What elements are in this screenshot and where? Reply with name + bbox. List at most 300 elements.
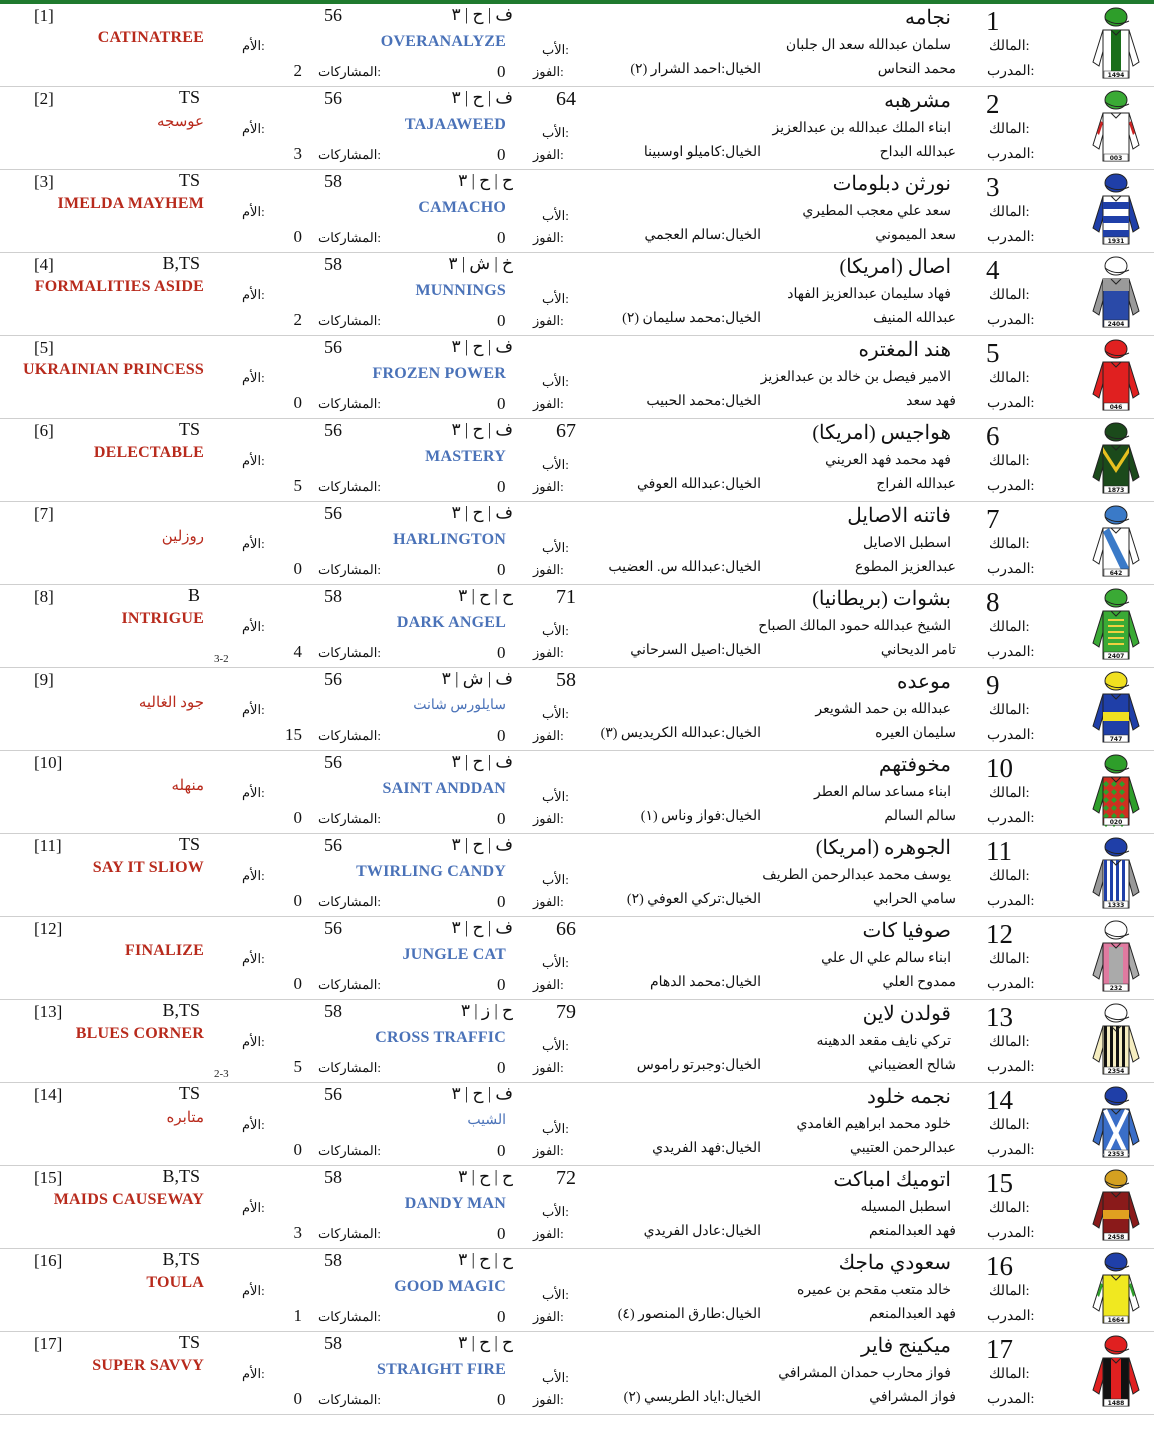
svg-text:1873: 1873 [1107, 487, 1125, 494]
jockey[interactable]: الخيال:احمد الشرار (٢) [630, 62, 761, 77]
starts-label: المشاركات: [318, 728, 381, 743]
trainer-name: عبدالعزيز المطوع [854, 560, 956, 575]
sire-label: الأب: [542, 208, 569, 223]
draw-number: [3] [34, 172, 54, 191]
horse-row[interactable] [0, 917, 1154, 1000]
draw-number: [16] [34, 1251, 63, 1270]
starts-label: المشاركات: [318, 230, 381, 245]
horse-age-sex-color: ف | ح | ٣ [451, 918, 513, 937]
svg-text:046: 046 [1109, 404, 1123, 411]
sire-label: الأب: [542, 374, 569, 389]
trainer-label: المدرب: [987, 562, 1035, 577]
starts-label: المشاركات: [318, 1309, 381, 1324]
horse-name[interactable]: هند المغتره [858, 339, 951, 361]
sire-name: CROSS TRAFFIC [375, 1029, 506, 1046]
draw-number: [7] [34, 504, 54, 523]
equipment: B [187, 585, 200, 605]
weight: 56 [324, 752, 342, 772]
svg-text:747: 747 [1109, 736, 1123, 743]
owner-label: المالك: [989, 537, 1030, 552]
weight: 58 [324, 1250, 342, 1270]
horse-name[interactable]: اصال (امريكا) [839, 256, 951, 278]
weight: 56 [324, 1084, 342, 1104]
draw-number: [14] [34, 1085, 63, 1104]
horse-row[interactable] [0, 585, 1154, 668]
horse-name[interactable]: قولدن لاين [862, 1003, 951, 1025]
rating: 72 [556, 1167, 576, 1189]
horse-row[interactable] [0, 336, 1154, 419]
wins-count: 0 [497, 62, 506, 81]
sire-label: الأب: [542, 42, 569, 57]
horse-name[interactable]: صوفيا كات [862, 920, 951, 942]
horse-number: 1 [986, 6, 1000, 36]
jockey-silks-icon [1089, 668, 1143, 748]
horse-row[interactable] [0, 668, 1154, 751]
horse-age-sex-color: ف | ح | ٣ [451, 1084, 513, 1103]
dam-name: SUPER SAVVY [92, 1357, 204, 1374]
horse-number: 7 [986, 504, 1000, 534]
horse-age-sex-color: ف | ح | ٣ [451, 503, 513, 522]
owner-label: المالك: [989, 1284, 1030, 1299]
sire-name: FROZEN POWER [372, 365, 506, 382]
starts-label: المشاركات: [318, 64, 381, 79]
jockey[interactable]: الخيال:وجبرتو راموس [636, 1058, 761, 1073]
horse-name[interactable]: هواجيس (امريكا) [812, 422, 951, 444]
dam-label: الأم: [242, 785, 265, 800]
trainer-label: المدرب: [987, 479, 1035, 494]
owner-label: المالك: [989, 952, 1030, 967]
starts-count: 1 [293, 1306, 302, 1325]
sire-label: الأب: [542, 1121, 569, 1136]
owner-label: المالك: [989, 39, 1030, 54]
sire-name: JUNGLE CAT [402, 946, 506, 963]
trainer-label: المدرب: [987, 313, 1035, 328]
dam-label: الأم: [242, 453, 265, 468]
sire-label: الأب: [542, 1287, 569, 1302]
owner-label: المالك: [989, 371, 1030, 386]
owner-label: المالك: [989, 1035, 1030, 1050]
wins-label: الفوز: [533, 894, 564, 909]
starts-label: المشاركات: [318, 1143, 381, 1158]
owner-name: الشيخ عبدالله حمود المالك الصباح [758, 619, 951, 634]
draw-number: [2] [34, 89, 54, 108]
equipment: B,TS [162, 1000, 200, 1020]
starts-count: 0 [293, 808, 302, 827]
svg-text:1488: 1488 [1107, 1400, 1125, 1407]
dam-label: الأم: [242, 38, 265, 53]
jockey-silks-icon [1089, 1249, 1143, 1329]
starts-count: 0 [293, 974, 302, 993]
owner-name: فهد محمد فهد العريني [825, 453, 951, 468]
weight: 56 [324, 669, 342, 689]
jockey[interactable]: الخيال:محمد الدهام [649, 975, 761, 990]
horse-number: 6 [986, 421, 1000, 451]
sire-name: GOOD MAGIC [394, 1278, 506, 1295]
horse-name[interactable]: فاتنه الاصايل [847, 505, 951, 527]
svg-text:642: 642 [1109, 570, 1123, 577]
jockey-silks-icon [1089, 87, 1143, 167]
wins-count: 0 [497, 477, 506, 496]
jockey[interactable]: الخيال:عادل الفريدي [643, 1224, 761, 1239]
trainer-name: فهد العبدالمنعم [868, 1307, 956, 1322]
trainer-label: المدرب: [987, 728, 1035, 743]
svg-text:2407: 2407 [1107, 653, 1125, 660]
svg-text:020: 020 [1109, 819, 1123, 826]
svg-text:232: 232 [1109, 985, 1123, 992]
sire-name: DANDY MAN [404, 1195, 506, 1212]
dam-label: الأم: [242, 1366, 265, 1381]
jockey[interactable]: الخيال:عبدالله الكريديس (٣) [600, 726, 761, 741]
horse-age-sex-color: ف | ح | ٣ [451, 88, 513, 107]
dam-label: الأم: [242, 121, 265, 136]
jockey[interactable]: الخيال:فهد الفريدي [652, 1141, 761, 1156]
jockey[interactable]: الخيال:اياد الطريسي (٢) [623, 1390, 761, 1405]
draw-number: [11] [34, 836, 62, 855]
dam-name: TOULA [146, 1274, 204, 1291]
horse-name[interactable]: ميكينج فاير [860, 1335, 951, 1357]
dam-name: MAIDS CAUSEWAY [53, 1191, 204, 1208]
dam-name: جود الغاليه [138, 695, 204, 711]
dam-name: SAY IT SLIOW [92, 859, 204, 876]
svg-text:2354: 2354 [1107, 1068, 1125, 1075]
rating: 66 [556, 918, 576, 940]
jockey-silks-icon [1089, 585, 1143, 665]
sire-label: الأب: [542, 789, 569, 804]
starts-count: 0 [293, 559, 302, 578]
draw-number: [6] [34, 421, 54, 440]
owner-name: خلود محمد ابراهيم الغامدي [796, 1117, 951, 1132]
jockey[interactable]: الخيال:تركي العوفي (٢) [626, 892, 761, 907]
weight: 58 [324, 254, 342, 274]
trainer-label: المدرب: [987, 1392, 1035, 1407]
jockey[interactable]: الخيال:طارق المنصور (٤) [617, 1307, 761, 1322]
dam-label: الأم: [242, 868, 265, 883]
starts-count: 0 [293, 1389, 302, 1408]
sire-label: الأب: [542, 872, 569, 887]
horse-age-sex-color: ف | ح | ٣ [451, 5, 513, 24]
draw-number: [17] [34, 1334, 63, 1353]
wins-label: الفوز: [533, 1143, 564, 1158]
equipment: TS [178, 1083, 200, 1103]
horse-number: 10 [986, 753, 1013, 783]
dam-label: الأم: [242, 536, 265, 551]
dam-name: DELECTABLE [93, 444, 204, 461]
sire-label: الأب: [542, 125, 569, 140]
rating: 71 [556, 586, 576, 608]
starts-label: المشاركات: [318, 1060, 381, 1075]
trainer-name: عبدالرحمن العتيبي [850, 1141, 956, 1156]
horse-row[interactable] [0, 1083, 1154, 1166]
weight: 58 [324, 1167, 342, 1187]
horse-name[interactable]: موعده [897, 671, 951, 693]
horse-name[interactable]: اتوميك امباكت [833, 1169, 951, 1191]
svg-text:1931: 1931 [1107, 238, 1125, 245]
dam-label: الأم: [242, 619, 265, 634]
horse-name[interactable]: نجمه خلود [867, 1086, 951, 1108]
wins-count: 0 [497, 1141, 506, 1160]
dam-name: CATINATREE [97, 29, 204, 46]
wins-label: الفوز: [533, 645, 564, 660]
horse-name[interactable]: الجوهره (امريكا) [815, 837, 951, 859]
horse-row[interactable] [0, 419, 1154, 502]
weight: 58 [324, 1333, 342, 1353]
sire-name: TWIRLING CANDY [356, 863, 506, 880]
draw-number: [13] [34, 1002, 63, 1021]
trainer-name: شالح العضيباني [867, 1058, 956, 1073]
horse-number: 14 [986, 1085, 1013, 1115]
horse-number: 2 [986, 89, 1000, 119]
horse-age-sex-color: ح | ح | ٣ [458, 171, 513, 190]
weight: 56 [324, 420, 342, 440]
dam-name: منهله [171, 778, 204, 794]
dam-name: عوسجه [157, 114, 204, 130]
owner-name: ابناء الملك عبدالله بن عبدالعزيز [772, 121, 951, 136]
starts-label: المشاركات: [318, 1226, 381, 1241]
horse-age-sex-color: ف | ش | ٣ [441, 669, 513, 688]
horse-name[interactable]: بشوات (بريطانيا) [812, 588, 951, 610]
wins-label: الفوز: [533, 230, 564, 245]
horse-name[interactable]: سعودي ماجك [838, 1252, 951, 1274]
horse-name[interactable]: نورثن دبلومات [832, 173, 951, 195]
horse-age-sex-color: ف | ح | ٣ [451, 835, 513, 854]
owner-name: الامير فيصل بن خالد بن عبدالعزيز [760, 370, 951, 385]
owner-name: عبدالله بن حمد الشويعر [815, 702, 951, 717]
equipment: TS [178, 834, 200, 854]
wins-label: الفوز: [533, 313, 564, 328]
wins-label: الفوز: [533, 64, 564, 79]
dam-name: متابره [166, 1110, 204, 1126]
starts-label: المشاركات: [318, 147, 381, 162]
dam-name: روزلين [161, 529, 204, 545]
jockey-silks-icon [1089, 419, 1143, 499]
owner-label: المالك: [989, 703, 1030, 718]
wins-count: 0 [497, 145, 506, 164]
wins-label: الفوز: [533, 396, 564, 411]
owner-label: المالك: [989, 122, 1030, 137]
dam-label: الأم: [242, 951, 265, 966]
horse-number: 9 [986, 670, 1000, 700]
horse-number: 17 [986, 1334, 1013, 1364]
horse-age-sex-color: ح | ح | ٣ [458, 1167, 513, 1186]
owner-name: اسطبل المسيله [860, 1200, 951, 1215]
weight: 56 [324, 88, 342, 108]
jockey[interactable]: الخيال:سالم العجمي [644, 228, 761, 243]
jockey-silks-icon [1089, 917, 1143, 997]
wins-count: 0 [497, 892, 506, 911]
sire-label: الأب: [542, 623, 569, 638]
horse-age-sex-color: ف | ح | ٣ [451, 420, 513, 439]
horse-row[interactable] [0, 253, 1154, 336]
sire-name: MUNNINGS [415, 282, 506, 299]
jockey[interactable]: الخيال:كاميلو اوسبينا [643, 145, 761, 160]
dam-name: INTRIGUE [121, 610, 204, 627]
trainer-label: المدرب: [987, 396, 1035, 411]
trainer-name: فواز المشرافي [869, 1390, 956, 1405]
trainer-label: المدرب: [987, 64, 1035, 79]
horse-age-sex-color: ح | ح | ٣ [458, 1333, 513, 1352]
horse-row[interactable] [0, 1166, 1154, 1249]
trainer-label: المدرب: [987, 147, 1035, 162]
horse-row[interactable] [0, 751, 1154, 834]
horse-name[interactable]: نجامه [904, 7, 951, 29]
draw-number: [9] [34, 670, 54, 689]
owner-name: سعد علي معجب المطيري [802, 204, 951, 219]
starts-count: 2 [293, 61, 302, 80]
weight: 58 [324, 171, 342, 191]
starts-count: 4 [293, 642, 302, 661]
starts-count: 3 [293, 144, 302, 163]
jockey[interactable]: الخيال:عبدالله س. العضيب [608, 560, 761, 575]
race-card [0, 4, 1154, 1415]
dam-name: UKRAINIAN PRINCESS [23, 361, 204, 378]
owner-label: المالك: [989, 786, 1030, 801]
sire-name: CAMACHO [418, 199, 506, 216]
trainer-name: محمد النحاس [877, 62, 956, 77]
sire-name: SAINT ANDDAN [382, 780, 506, 797]
trainer-label: المدرب: [987, 1226, 1035, 1241]
trainer-name: سعد الميموني [875, 228, 956, 243]
horse-row[interactable] [0, 502, 1154, 585]
draw-number: [1] [34, 6, 54, 25]
equipment: TS [178, 170, 200, 190]
owner-label: المالك: [989, 288, 1030, 303]
owner-label: المالك: [989, 205, 1030, 220]
owner-label: المالك: [989, 1367, 1030, 1382]
trainer-label: المدرب: [987, 1143, 1035, 1158]
dam-label: الأم: [242, 1117, 265, 1132]
starts-count: 5 [293, 476, 302, 495]
sire-label: الأب: [542, 457, 569, 472]
horse-name[interactable]: مخوفتهم [878, 754, 951, 776]
wins-count: 0 [497, 560, 506, 579]
dam-label: الأم: [242, 1034, 265, 1049]
draw-number: [8] [34, 587, 54, 606]
sire-name: DARK ANGEL [396, 614, 506, 631]
sire-label: الأب: [542, 291, 569, 306]
owner-label: المالك: [989, 620, 1030, 635]
wins-count: 0 [497, 809, 506, 828]
owner-label: المالك: [989, 869, 1030, 884]
horse-number: 4 [986, 255, 1000, 285]
svg-text:2404: 2404 [1107, 321, 1125, 328]
draw-number: [10] [34, 753, 63, 772]
jockey[interactable]: الخيال:فواز وناس (١) [640, 809, 761, 824]
equipment: B,TS [162, 1166, 200, 1186]
form-figures: 2-3 [214, 1068, 229, 1080]
wins-label: الفوز: [533, 479, 564, 494]
horse-number: 15 [986, 1168, 1013, 1198]
dam-name: FORMALITIES ASIDE [34, 278, 204, 295]
starts-count: 0 [293, 1140, 302, 1159]
rating: 79 [556, 1001, 576, 1023]
wins-count: 0 [497, 1390, 506, 1409]
wins-label: الفوز: [533, 562, 564, 577]
sire-name: MASTERY [425, 448, 506, 465]
dam-label: الأم: [242, 1200, 265, 1215]
horse-number: 13 [986, 1002, 1013, 1032]
jockey-silks-icon [1089, 1166, 1143, 1246]
wins-count: 0 [497, 394, 506, 413]
rating: 58 [556, 669, 576, 691]
jockey-silks-icon [1089, 336, 1143, 416]
jockey[interactable]: الخيال:محمد الحبيب [646, 394, 761, 409]
starts-label: المشاركات: [318, 479, 381, 494]
jockey-silks-icon [1089, 502, 1143, 582]
dam-name: FINALIZE [125, 942, 204, 959]
starts-count: 0 [293, 891, 302, 910]
horse-row[interactable] [0, 4, 1154, 87]
horse-number: 16 [986, 1251, 1013, 1281]
jockey[interactable]: الخيال:اصيل السرحاني [630, 643, 761, 658]
svg-text:1494: 1494 [1107, 72, 1125, 79]
jockey[interactable]: الخيال:محمد سليمان (٢) [622, 311, 761, 326]
horse-age-sex-color: ف | ح | ٣ [451, 337, 513, 356]
sire-name: TAJAAWEED [404, 116, 506, 133]
wins-count: 0 [497, 726, 506, 745]
dam-label: الأم: [242, 287, 265, 302]
trainer-name: عبدالله البداح [879, 145, 956, 160]
starts-label: المشاركات: [318, 396, 381, 411]
horse-row[interactable] [0, 834, 1154, 917]
trainer-label: المدرب: [987, 645, 1035, 660]
svg-text:2458: 2458 [1107, 1234, 1125, 1241]
wins-count: 0 [497, 975, 506, 994]
starts-count: 3 [293, 1223, 302, 1242]
equipment: B,TS [162, 253, 200, 273]
wins-label: الفوز: [533, 1392, 564, 1407]
horse-row[interactable] [0, 170, 1154, 253]
owner-name: فواز محارب حمدان المشرافي [778, 1366, 951, 1381]
draw-number: [5] [34, 338, 54, 357]
form-figures: 3-2 [214, 653, 229, 665]
wins-count: 0 [497, 1307, 506, 1326]
owner-name: سلمان عبدالله سعد ال جلبان [785, 38, 951, 53]
sire-label: الأب: [542, 540, 569, 555]
weight: 58 [324, 586, 342, 606]
sire-name: OVERANALYZE [380, 33, 506, 50]
wins-label: الفوز: [533, 728, 564, 743]
wins-label: الفوز: [533, 1060, 564, 1075]
svg-text:2353: 2353 [1107, 1151, 1125, 1158]
horse-row[interactable] [0, 1000, 1154, 1083]
starts-count: 0 [293, 227, 302, 246]
jockey-silks-icon [1089, 1083, 1143, 1163]
svg-text:1664: 1664 [1107, 1317, 1125, 1324]
equipment: TS [178, 1332, 200, 1352]
horse-age-sex-color: ف | ح | ٣ [451, 752, 513, 771]
sire-label: الأب: [542, 955, 569, 970]
jockey-silks-icon [1089, 1332, 1143, 1412]
weight: 56 [324, 5, 342, 25]
owner-name: ابناء مساعد سالم العطر [813, 785, 951, 800]
jockey[interactable]: الخيال:عبدالله العوفي [637, 477, 761, 492]
horse-number: 8 [986, 587, 1000, 617]
horse-row[interactable] [0, 1332, 1154, 1415]
sire-name: HARLINGTON [393, 531, 506, 548]
trainer-name: عبدالله المنيف [873, 311, 956, 326]
starts-count: 15 [285, 725, 302, 744]
owner-name: فهاد سليمان عبدالعزيز الفهاد [787, 287, 951, 302]
draw-number: [15] [34, 1168, 63, 1187]
jockey-silks-icon [1089, 751, 1143, 831]
dam-label: الأم: [242, 204, 265, 219]
horse-row[interactable] [0, 87, 1154, 170]
trainer-label: المدرب: [987, 894, 1035, 909]
horse-name[interactable]: مشرهبه [884, 90, 951, 112]
horse-row[interactable] [0, 1249, 1154, 1332]
trainer-label: المدرب: [987, 230, 1035, 245]
svg-text:1333: 1333 [1107, 902, 1125, 909]
